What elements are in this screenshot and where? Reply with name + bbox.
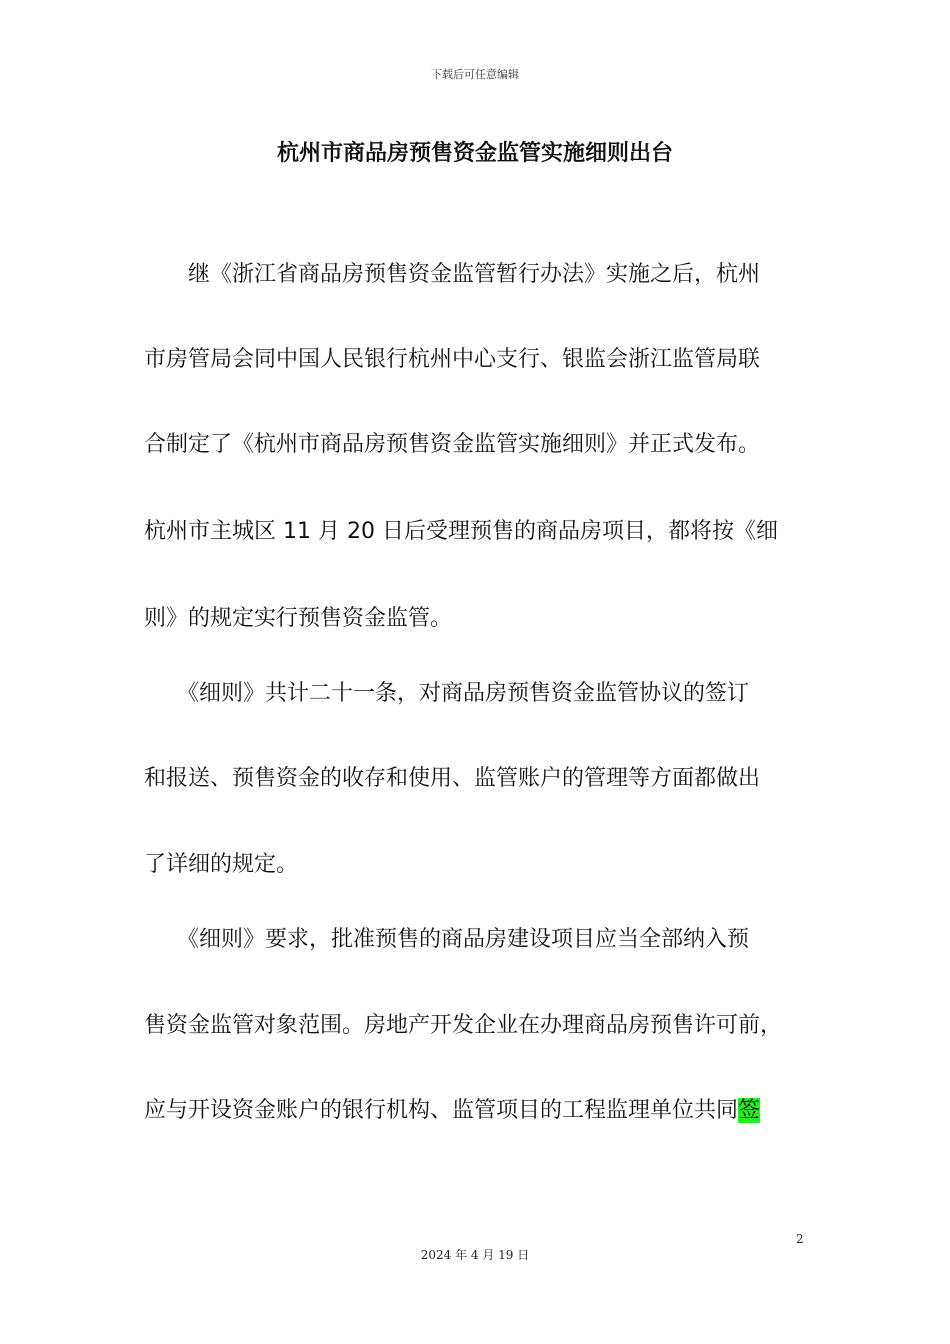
body-line-text: 应与开设资金账户的银行机构、监管项目的工程监理单位共同 bbox=[144, 1098, 739, 1123]
body-line: 《细则》共计二十一条，对商品房预售资金监管协议的签订 bbox=[144, 681, 750, 706]
page-number: 2 bbox=[796, 1232, 804, 1246]
body-line: 了详细的规定。 bbox=[144, 852, 299, 877]
body-line: 则》的规定实行预售资金监管。 bbox=[144, 606, 453, 631]
body-line: 售资金监管对象范围。房地产开发企业在办理商品房预售许可前， bbox=[144, 1013, 783, 1038]
footer-date: 2024 年 4 月 19 日 bbox=[420, 1248, 530, 1262]
body-line: 杭州市主城区 11 月 20 日后受理预售的商品房项目，都将按《细 bbox=[144, 519, 778, 544]
body-line: 继《浙江省商品房预售资金监管暂行办法》实施之后，杭州 bbox=[144, 262, 761, 287]
highlighted-text: 签 bbox=[738, 1098, 761, 1123]
body-line bbox=[144, 1096, 760, 1126]
body-line: 市房管局会同中国人民银行杭州中心支行、银监会浙江监管局联 bbox=[144, 347, 761, 372]
body-line: 和报送、预售资金的收存和使用、监管账户的管理等方面都做出 bbox=[144, 766, 761, 791]
body-line: 《细则》要求，批准预售的商品房建设项目应当全部纳入预 bbox=[144, 927, 750, 952]
document-title: 杭州市商品房预售资金监管实施细则出台 bbox=[276, 141, 673, 166]
header-note: 下载后可任意编辑 bbox=[431, 68, 519, 81]
body-line: 合制定了《杭州市商品房预售资金监管实施细则》并正式发布。 bbox=[144, 432, 761, 457]
